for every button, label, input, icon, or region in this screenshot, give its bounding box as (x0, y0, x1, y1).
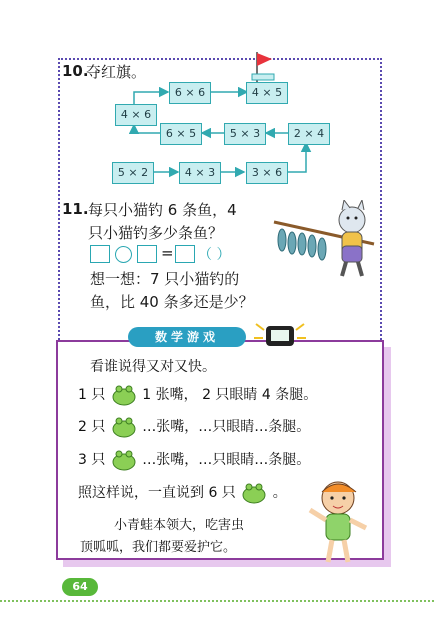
box-6x5: 6 × 5 (160, 123, 202, 145)
equals-sign: = (161, 244, 174, 262)
operator-circle[interactable] (115, 246, 132, 263)
frog-note-line2: 顶呱呱，我们都要爱护它。 (80, 540, 237, 555)
game-row-1-text: 1 张嘴， 2 只眼睛 4 条腿。 (142, 387, 318, 403)
box-5x3: 5 × 3 (224, 123, 266, 145)
box-3x6: 3 × 6 (246, 162, 288, 184)
game-row-2-count: 2 只 (78, 419, 106, 435)
game-row-1-count: 1 只 (78, 387, 106, 403)
box-6x6: 6 × 6 (169, 82, 211, 104)
game-row-2 (78, 416, 310, 438)
question-11-number: 11. (62, 200, 89, 218)
think-line1: 想一想：7 只小猫钓的 (90, 270, 240, 288)
question-11-line2: 只小猫钓多少条鱼？ (88, 224, 224, 242)
box-4x6: 4 × 6 (115, 104, 157, 126)
box-2x4: 2 × 4 (288, 123, 330, 145)
game-row-3-count: 3 只 (78, 452, 106, 468)
math-game-banner: 数学游戏 (128, 327, 246, 347)
box-5x2: 5 × 2 (112, 162, 154, 184)
game-continue (78, 482, 287, 504)
question-10-title: 夺红旗。 (86, 63, 147, 81)
answer-box-2[interactable] (137, 245, 157, 263)
game-row-3-text: …张嘴，…只眼睛…条腿。 (142, 452, 311, 468)
girl-illustration (300, 476, 378, 572)
answer-box-3[interactable] (175, 245, 195, 263)
game-continue-text: 照这样说，一直说到 6 只 (78, 485, 236, 501)
box-4x3: 4 × 3 (179, 162, 221, 184)
frog-icon (110, 384, 138, 406)
frog-note-line1: 小青蛙本领大，吃害虫 (114, 518, 245, 533)
game-continue-end: 。 (272, 485, 287, 501)
frog-icon (110, 449, 138, 471)
question-11-line1: 每只小猫钓 6 条鱼，4 (88, 201, 237, 219)
question-10-number: 10. (62, 62, 89, 80)
answer-box-1[interactable] (90, 245, 110, 263)
game-row-3 (78, 449, 310, 471)
game-intro: 看谁说得又对又快。 (90, 359, 216, 375)
frog-icon (110, 416, 138, 438)
box-4x5-flag: 4 × 5 (246, 82, 288, 104)
unit-parentheses: （ ） (198, 247, 231, 263)
red-flag-icon (257, 53, 272, 66)
footer-divider (0, 600, 434, 602)
game-row-2-text: …张嘴，…只眼睛…条腿。 (142, 419, 311, 435)
page-number: 64 (62, 578, 98, 596)
frog-icon (240, 482, 268, 504)
game-row-1 (78, 384, 317, 406)
game-tv-icon (252, 318, 308, 352)
cat-fishing-illustration (268, 200, 380, 280)
think-line2: 鱼，比 40 条多还是少？ (90, 293, 254, 311)
